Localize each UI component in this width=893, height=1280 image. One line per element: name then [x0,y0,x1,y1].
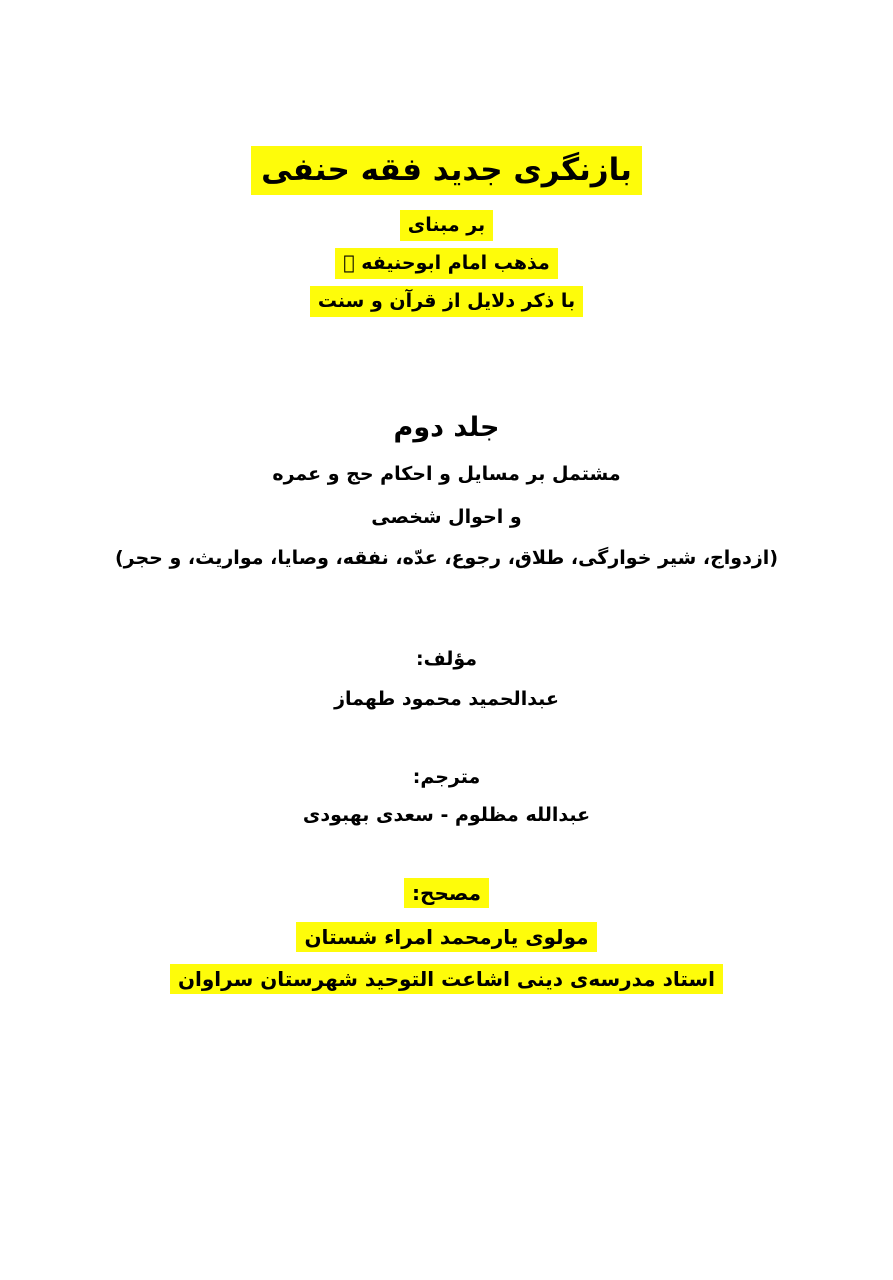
author-name: عبدالحمید محمود طهماز [334,688,559,710]
volume-contents-line-3: (ازدواج، شیر خوارگی، طلاق، رجوع، عدّه، نفقه، وصایا، مواریث، و حجر) [114,547,779,569]
volume-contents-line-2: و احوال شخصی [371,506,522,528]
basis-line [0,210,893,241]
translator-names: عبدالله مظلوم - سعدی بهبودی [302,804,591,826]
volume-name: جلد دوم [393,412,500,443]
evidence-line [0,286,893,317]
volume-contents-line-1: مشتمل بر مسایل و احکام حج و عمره [272,463,621,485]
madhhab-text: مذهب امام ابوحنیفه ﷬ [335,248,558,279]
book-title-line [0,146,893,195]
editor-name-line [0,922,893,952]
editor-position-line [0,964,893,994]
author-label: مؤلف: [415,648,478,670]
translator-label: مترجم: [412,766,481,788]
editor-position: استاد مدرسه‌ی دینی اشاعت التوحید شهرستان سراوان [170,964,723,994]
book-title: بازنگری جدید فقه حنفی [251,146,642,195]
basis-text: بر مبنای [400,210,493,241]
editor-label: مصحح: [404,878,489,908]
editor-label-line [0,878,893,908]
madhhab-line [0,248,893,279]
evidence-text: با ذکر دلایل از قرآن و سنت [310,286,583,317]
editor-name: مولوی یارمحمد امراء شستان [296,922,596,952]
